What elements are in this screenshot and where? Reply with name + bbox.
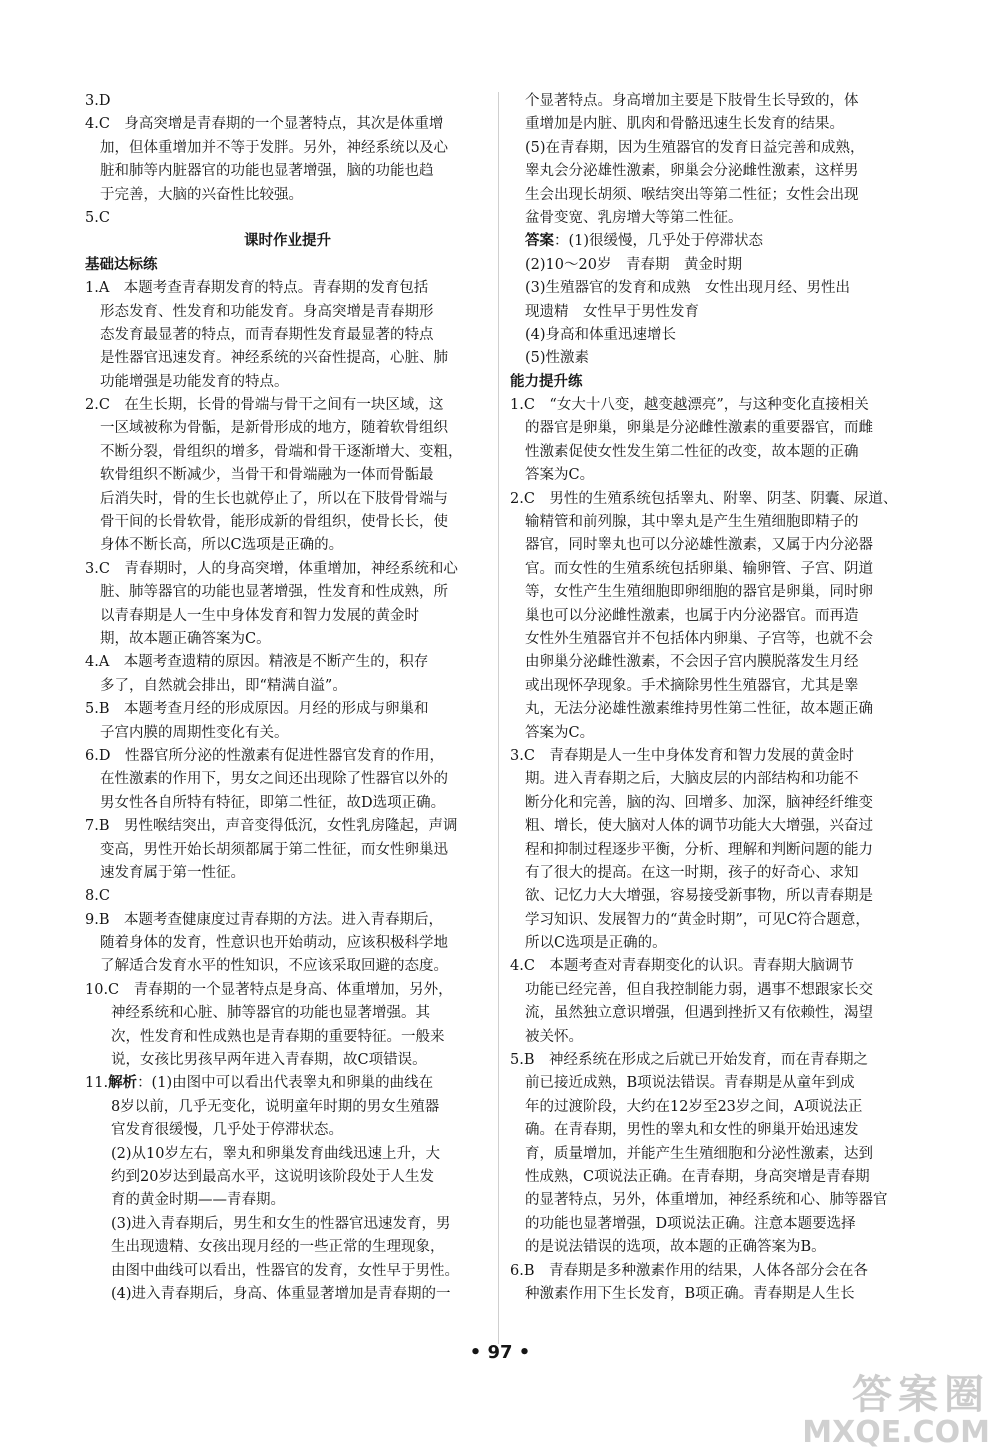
text-line: 8.C <box>85 888 110 905</box>
text-line: 9.B 本题考查健康度过青春期的方法。进入青春期后， <box>85 911 443 928</box>
column-divider <box>498 92 499 1344</box>
text-line: 7.B 男性喉结突出，声音变得低沉，女性乳房隆起，声调 <box>85 818 458 835</box>
text-line: 官发育很缓慢，几乎处于停滞状态。 <box>111 1122 343 1139</box>
text-line: 有了很大的提高。在这一时期，孩子的好奇心、求知 <box>525 864 859 881</box>
text-line: 后消失时，骨的生长也就停止了，所以在下肢骨骨端与 <box>100 490 448 507</box>
text-line: 由卵巢分泌雌性激素，不会因子宫内膜脱落发生月经 <box>525 654 859 671</box>
text-line: 答案为C。 <box>525 467 595 484</box>
text-line: 由图中曲线可以看出，性器官的发育，女性早于男性。 <box>111 1262 459 1279</box>
text-line: 脏、肺等器官的功能也显著增强，性发育和性成熟，所 <box>100 584 448 601</box>
text-line: 2.C 在生长期，长骨的骨端与骨干之间有一块区域，这 <box>85 397 444 414</box>
text-line: 性激素促使女性发生第二性征的改变，故本题的正确 <box>525 443 859 460</box>
text-line: 重增加是内脏、肌肉和骨骼迅速生长发育的结果。 <box>525 116 844 133</box>
text-line: 盆骨变宽、乳房增大等第二性征。 <box>525 209 743 226</box>
watermark-logo <box>802 1373 990 1449</box>
right-column <box>510 90 905 1306</box>
text-line: 多了，自然就会排出，即“精满自溢”。 <box>100 677 347 694</box>
text-line: 骨干间的长骨软骨，能形成新的骨组织，使骨长长，使 <box>100 514 448 531</box>
text-line: 前已接近成熟，B项说法错误。青春期是从童年到成 <box>525 1075 855 1092</box>
text-line: 脏和肺等内脏器官的功能也显著增强，脑的功能也趋 <box>100 163 434 180</box>
text-line: 的显著特点，另外，体重增加，神经系统和心、肺等器官 <box>525 1192 888 1209</box>
text-line: 欲、记忆力大大增强，容易接受新事物，所以青春期是 <box>525 888 873 905</box>
inline-label: 解析 <box>108 1075 138 1092</box>
text-line: 器官，同时睾丸也可以分泌雄性激素，又属于内分泌器 <box>525 537 873 554</box>
text-line: 1.C “女大十八变，越变越漂亮”，与这种变化直接相关 <box>510 397 869 414</box>
text-line: 4.C 身高突增是青春期的一个显著特点，其次是体重增 <box>85 116 444 133</box>
text-line: 生出现遗精、女孩出现月经的一些正常的生理现象， <box>111 1239 445 1256</box>
text-line: 现遗精 女性早于男性发育 <box>525 303 699 320</box>
text-line: 的功能也显著增强，D项说法正确。注意本题要选择 <box>525 1215 856 1232</box>
text-line: 形态发育、性发育和功能发育。身高突增是青春期形 <box>100 303 434 320</box>
text-line: 功能增强是功能发育的特点。 <box>100 373 289 390</box>
text-line: 随着身体的发育，性意识也开始萌动，应该积极科学地 <box>100 935 448 952</box>
text-line: 态发育最显著的特点，而青春期性发育最显著的特点 <box>100 326 434 343</box>
text-line: 以青春期是人一生中身体发育和智力发展的黄金时 <box>100 607 419 624</box>
text-line: 4.C 本题考查对青春期变化的认识。青春期大脑调节 <box>510 958 854 975</box>
page-number: • 97 • <box>469 1342 531 1363</box>
text-line: 个显著特点。身高增加主要是下肢骨生长导致的，体 <box>525 93 859 109</box>
text-line: 种激素作用下生长发育，B项正确。青春期是人生长 <box>525 1285 855 1302</box>
text-line: 4.A 本题考查遗精的原因。精液是不断产生的，积存 <box>85 654 429 671</box>
text-line: 8岁以前，几乎无变化，说明童年时期的男女生殖器 <box>111 1098 440 1115</box>
text-line: 3.D <box>85 93 111 109</box>
text-line: (5)在青春期，因为生殖器官的发育日益完善和成熟， <box>525 139 865 156</box>
text-line: (2)10～20岁 青春期 黄金时期 <box>525 256 742 273</box>
text-line: 6.B 青春期是多种激素作用的结果，人体各部分会在各 <box>510 1262 868 1279</box>
text-line: 3.C 青春期是人一生中身体发育和智力发展的黄金时 <box>510 747 854 764</box>
text-line: 期。进入青春期之后，大脑皮层的内部结构和功能不 <box>525 771 859 788</box>
text-line: 生会出现长胡须、喉结突出等第二性征；女性会出现 <box>525 186 859 203</box>
text-line: 软骨组织不断减少，当骨干和骨端融为一体而骨骺最 <box>100 467 434 484</box>
watermark-top: 答案圈 <box>852 1372 990 1418</box>
text-line: 约到20岁达到最高水平，这说明该阶段处于人生发 <box>111 1168 434 1185</box>
text-line: 5.C <box>85 209 110 226</box>
text-line: 粗、增长，使大脑对人体的调节功能大大增强，兴奋过 <box>525 818 873 835</box>
text-line: 3.C 青春期时，人的身高突增，体重增加，神经系统和心 <box>85 560 458 577</box>
text-line: 断分化和完善，脑的沟、回增多、加深，脑神经纤维变 <box>525 794 873 811</box>
text-line: 10.C 青春期的一个显著特点是身高、体重增加，另外， <box>85 981 453 998</box>
text-line: 子宫内膜的周期性变化有关。 <box>100 724 289 741</box>
text-line: (4)身高和体重迅速增长 <box>525 326 677 343</box>
text-line: 女性外生殖器官并不包括体内卵巢、子宫等，也就不会 <box>525 630 873 647</box>
text-line: 育的黄金时期——青春期。 <box>111 1192 285 1209</box>
text-line: 等，女性产生生殖细胞即卵细胞的器官是卵巢，同时卵 <box>525 584 873 601</box>
text-line: 于完善，大脑的兴奋性比较强。 <box>100 186 303 203</box>
section-heading: 能力提升练 <box>510 373 583 390</box>
text-line: 了解适合发育水平的性知识，不应该采取回避的态度。 <box>100 958 448 975</box>
text-line: 1.A 本题考查青春期发育的特点。青春期的发育包括 <box>85 280 429 297</box>
text-line: 期，故本题正确答案为C。 <box>100 630 271 647</box>
text-line: (3)生殖器官的发育和成熟 女性出现月经、男性出 <box>525 280 851 297</box>
text-line: 所以C选项是正确的。 <box>525 935 667 952</box>
text-line: 功能已经完善，但自我控制能力弱，遇事不想跟家长交 <box>525 981 873 998</box>
text-line: 一区域被称为骨骺，是新骨形成的地方，随着软骨组织 <box>100 420 448 437</box>
text-line: 丸，无法分泌雄性激素维持男性第二性征，故本题正确 <box>525 701 873 718</box>
text-line: 官。而女性的生殖系统包括卵巢、输卵管、子宫、阴道 <box>525 560 873 577</box>
watermark-bottom: MXQE.COM <box>802 1415 990 1450</box>
text-line: 输精管和前列腺，其中睾丸是产生生殖细胞即精子的 <box>525 514 859 531</box>
text-line: 答案：(1)很缓慢，几乎处于停滞状态 <box>525 233 764 250</box>
text-line: (4)进入青春期后，身高、体重显著增加是青春期的一 <box>111 1285 451 1302</box>
text-line: 6.D 性器官所分泌的性激素有促进性器官发育的作用， <box>85 747 444 764</box>
text-line: 11.解析：(1)由图中可以看出代表睾丸和卵巢的曲线在 <box>85 1075 434 1092</box>
text-line: 的器官是卵巢，卵巢是分泌雌性激素的重要器官，而雌 <box>525 420 873 437</box>
text-line: 男女性各自所特有特征，即第二性征，故D选项正确。 <box>100 794 446 811</box>
left-column <box>85 90 490 1306</box>
text-line: 加，但体重增加并不等于发胖。另外，神经系统以及心 <box>100 139 448 156</box>
text-line: 是性器官迅速发育。神经系统的兴奋性提高，心脏、肺 <box>100 350 448 367</box>
text-line: 年的过渡阶段，大约在12岁至23岁之间，A项说法正 <box>525 1098 863 1115</box>
text-line: 变高，男性开始长胡须都属于第二性征，而女性卵巢迅 <box>100 841 448 858</box>
text-line: 2.C 男性的生殖系统包括睾丸、附睾、阴茎、阴囊、尿道、 <box>510 490 898 507</box>
text-line: 学习知识、发展智力的“黄金时期”，可见C符合题意， <box>525 911 870 928</box>
text-line: 或出现怀孕现象。手术摘除男性生殖器官，尤其是睾 <box>525 677 859 694</box>
text-line: 流，虽然独立意识增强，但遇到挫折又有依赖性，渴望 <box>525 1005 873 1022</box>
text-line: 睾丸会分泌雄性激素，卵巢会分泌雌性激素，这样男 <box>525 163 859 180</box>
text-line: 性成熟，C项说法正确。在青春期，身高突增是青春期 <box>525 1168 870 1185</box>
text-line: 身体不断长高，所以C选项是正确的。 <box>100 537 344 554</box>
text-line: 育，质量增加，并能产生生殖细胞和分泌性激素，达到 <box>525 1145 873 1162</box>
section-title: 课时作业提升 <box>244 233 331 250</box>
text-line: (2)从10岁左右，睾丸和卵巢发育曲线迅速上升，大 <box>111 1145 440 1162</box>
text-line: 神经系统和心脏、肺等器官的功能也显著增强。其 <box>111 1005 430 1022</box>
text-line: 程和抑制过程逐步平衡，分析、理解和判断问题的能力 <box>525 841 873 858</box>
text-line: (3)进入青春期后，男生和女生的性器官迅速发育，男 <box>111 1215 451 1232</box>
text-line: 巢也可以分泌雌性激素，也属于内分泌器官。而再造 <box>525 607 859 624</box>
text-line: 答案为C。 <box>525 724 595 741</box>
text-line: 5.B 本题考查月经的形成原因。月经的形成与卵巢和 <box>85 701 429 718</box>
text-line: 在性激素的作用下，男女之间还出现除了性器官以外的 <box>100 771 448 788</box>
text-line: 速发育属于第一性征。 <box>100 864 245 881</box>
text-line: 次，性发育和性成熟也是青春期的重要特征。一般来 <box>111 1028 445 1045</box>
text-line: 确。在青春期，男性的睾丸和女性的卵巢开始迅速发 <box>525 1122 859 1139</box>
text-line: 不断分裂，骨组织的增多，骨端和骨干逐渐增大、变粗， <box>100 443 463 460</box>
section-heading: 基础达标练 <box>85 256 158 273</box>
text-line: 的是说法错误的选项，故本题的正确答案为B。 <box>525 1239 826 1256</box>
text-line: 说，女孩比男孩早两年进入青春期，故C项错误。 <box>111 1052 427 1069</box>
text-line: 被关怀。 <box>525 1028 583 1045</box>
inline-label: 答案 <box>525 233 554 250</box>
text-line: (5)性激素 <box>525 350 590 367</box>
text-line: 5.B 神经系统在形成之后就已开始发育，而在青春期之 <box>510 1052 868 1069</box>
